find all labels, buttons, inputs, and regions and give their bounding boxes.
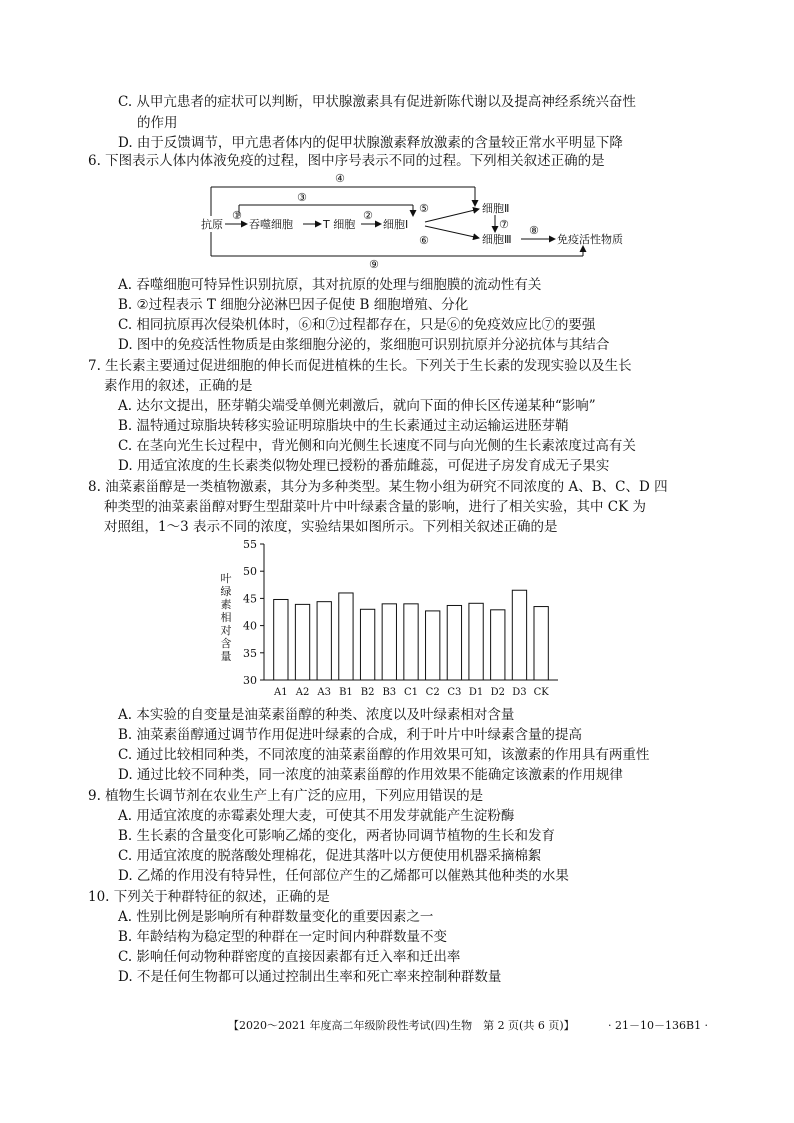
q8-option-a: A. 本实验的自变量是油菜素甾醇的种类、浓度以及叶绿素相对含量 (118, 707, 515, 723)
y-tick-label: 45 (243, 592, 257, 606)
x-tick-label: C2 (425, 687, 440, 698)
q6-option-b: B. ②过程表示 T 细胞分泌淋巴因子促使 B 细胞增殖、分化 (118, 297, 469, 313)
bar-D2 (491, 610, 505, 680)
bar-C1 (404, 604, 418, 680)
y-tick-label: 50 (243, 565, 257, 579)
node-antigen: 抗原 (201, 218, 223, 231)
q10-option-d: D. 不是任何生物都可以通过控制出生率和死亡率来控制种群数量 (118, 969, 502, 985)
q9-option-d: D. 乙烯的作用没有特异性，任何部位产生的乙烯都可以催熟其他种类的水果 (118, 868, 569, 884)
x-tick-label: A1 (274, 687, 288, 698)
q9-stem: 9. 植物生长调节剂在农业生产上有广泛的应用，下列应用错误的是 (88, 788, 484, 804)
q6-stem: 6. 下图表示人体内体液免疫的过程，图中序号表示不同的过程。下列相关叙述正确的是 (88, 153, 605, 169)
bar-A3 (317, 602, 331, 680)
x-tick-label: B1 (339, 687, 353, 698)
y-axis-label-char: 量 (220, 650, 232, 663)
process-7-label: ⑦ (499, 218, 509, 231)
q10-option-b: B. 年龄结构为稳定型的种群在一定时间内种群数量不变 (118, 929, 448, 945)
x-tick-label: D2 (490, 687, 505, 698)
y-axis (243, 538, 264, 687)
process-3-label: ③ (297, 191, 307, 204)
process-2-label: ② (363, 209, 373, 222)
q5-option-c-line2: 的作用 (137, 115, 178, 131)
y-axis-label-char: 相 (220, 611, 232, 624)
q8-stem-line1: 8. 油菜素甾醇是一类植物激素，其分为多种类型。某生物小组为研究不同浓度的 A、B、C、D 四 (88, 479, 668, 495)
y-tick-label: 35 (243, 646, 257, 660)
step-5-arrow (425, 209, 479, 222)
y-tick-label: 40 (243, 619, 257, 633)
process-1-label: ① (232, 209, 242, 222)
process-8-label: ⑧ (529, 224, 539, 237)
bar-CK (534, 607, 548, 680)
q5-option-d: D. 由于反馈调节，甲亢患者体内的促甲状腺激素释放激素的含量较正常水平明显下降 (118, 135, 623, 151)
q10-stem: 10. 下列关于种群特征的叙述，正确的是 (88, 889, 330, 905)
exam-code: · 21－10－136B1 · (608, 1019, 709, 1032)
node-cell-3: 细胞Ⅲ (482, 233, 512, 246)
q7-option-b: B. 温特通过琼脂块转移实验证明琼脂块中的生长素通过主动运输运进胚芽鞘 (118, 418, 569, 434)
bar-A2 (295, 604, 309, 680)
x-tick-label: A3 (317, 687, 332, 698)
y-axis-label-char: 叶 (220, 572, 232, 585)
x-tick-label: B2 (360, 687, 375, 698)
q9-option-c: C. 用适宜浓度的脱落酸处理棉花，促进其落叶以方便使用机器采摘棉絮 (118, 848, 542, 864)
x-tick-label: C3 (447, 687, 462, 698)
y-tick-label: 55 (243, 538, 257, 551)
x-tick-label: B3 (382, 687, 397, 698)
bar-C3 (447, 605, 461, 680)
node-phagocyte: 吞噬细胞 (249, 218, 293, 231)
q8-option-d: D. 通过比较不同种类，同一浓度的油菜素甾醇的作用效果不能确定该激素的作用规律 (118, 767, 623, 783)
q8-option-c: C. 通过比较相同种类，不同浓度的油菜素甾醇的作用效果可知，该激素的作用具有两重性 (118, 747, 650, 763)
y-axis-label-char: 素 (220, 598, 232, 611)
process-9-label: ⑨ (369, 258, 379, 271)
y-axis-label-char: 含 (220, 637, 232, 650)
q6-option-c: C. 相同抗原再次侵染机体时，⑥和⑦过程都存在，只是⑥的免疫效应比⑦的要强 (118, 317, 596, 333)
q6-option-a: A. 吞噬细胞可特异性识别抗原，其对抗原的处理与细胞膜的流动性有关 (118, 277, 542, 293)
bar-D1 (469, 603, 483, 680)
q7-option-c: C. 在茎向光生长过程中，背光侧和向光侧生长速度不同与向光侧的生长素浓度过高有关 (118, 438, 636, 454)
x-tick-label: D3 (512, 687, 527, 698)
page-footer: 【2020～2021 年度高二年级阶段性考试(四)生物 第 2 页(共 6 页)】 (228, 1019, 575, 1032)
step-6-arrow (425, 226, 479, 238)
bars (274, 590, 549, 680)
q9-option-b: B. 生长素的含量变化可影响乙烯的变化，两者协同调节植物的生长和发育 (118, 828, 556, 844)
bar-B3 (382, 604, 396, 680)
node-cell-2: 细胞Ⅱ (482, 202, 510, 215)
bar-B2 (360, 609, 374, 680)
x-tick-label: C1 (403, 687, 419, 698)
q8-stem-line2: 种类型的油菜素甾醇对野生型甜菜叶片中叶绿素含量的影响，进行了相关实验，其中 CK 为 (104, 499, 646, 515)
q10-option-a: A. 性别比例是影响所有种群数量变化的重要因素之一 (118, 909, 434, 925)
process-6-label: ⑥ (419, 234, 429, 247)
y-axis-label (221, 571, 232, 663)
bar-C2 (426, 611, 440, 680)
q7-stem-line2: 素作用的叙述，正确的是 (104, 378, 253, 394)
y-axis-label-char: 绿 (220, 585, 232, 598)
q5-option-c-line1: C. 从甲亢患者的症状可以判断，甲状腺激素具有促进新陈代谢以及提高神经系统兴奋性 (118, 94, 636, 110)
bar-B1 (339, 593, 353, 680)
q8-option-b: B. 油菜素甾醇通过调节作用促进叶绿素的合成，利于叶片中叶绿素含量的提高 (118, 727, 583, 743)
y-tick-label: 30 (243, 674, 257, 687)
x-tick-label: CK (533, 687, 549, 698)
q7-stem-line1: 7. 生长素主要通过促进细胞的伸长而促进植株的生长。下列关于生长素的发现实验以及生长 (88, 358, 632, 374)
q8-stem-line3: 对照组，1～3 表示不同的浓度，实验结果如图所示。下列相关叙述正确的是 (104, 519, 558, 535)
immune-process-diagram (195, 172, 623, 271)
node-cell-1: 细胞Ⅰ (383, 218, 409, 231)
q7-option-d: D. 用适宜浓度的生长素类似物处理已授粉的番茄雌蕊，可促进子房发育成无子果实 (118, 458, 610, 474)
process-4-label: ④ (335, 172, 345, 185)
node-immune-substance: 免疫活性物质 (557, 233, 623, 246)
q9-option-a: A. 用适宜浓度的赤霉素处理大麦，可使其不用发芽就能产生淀粉酶 (118, 808, 515, 824)
x-axis (264, 680, 558, 698)
q7-option-a: A. 达尔文提出，胚芽鞘尖端受单侧光刺激后，就向下面的伸长区传递某种“影响” (118, 398, 596, 414)
y-axis-label-char: 对 (220, 624, 232, 637)
process-5-label: ⑤ (419, 202, 429, 215)
q6-option-d: D. 图中的免疫活性物质是由浆细胞分泌的，浆细胞可识别抗原并分泌抗体与其结合 (118, 337, 610, 353)
chlorophyll-bar-chart (208, 536, 568, 704)
node-t-cell: T 细胞 (323, 218, 356, 231)
x-tick-label: D1 (468, 687, 484, 698)
bar-A1 (274, 599, 288, 680)
q10-option-c: C. 影响任何动物种群密度的直接因素都有迁入率和迁出率 (118, 949, 461, 965)
bar-D3 (512, 590, 526, 680)
x-tick-label: A2 (295, 687, 310, 698)
